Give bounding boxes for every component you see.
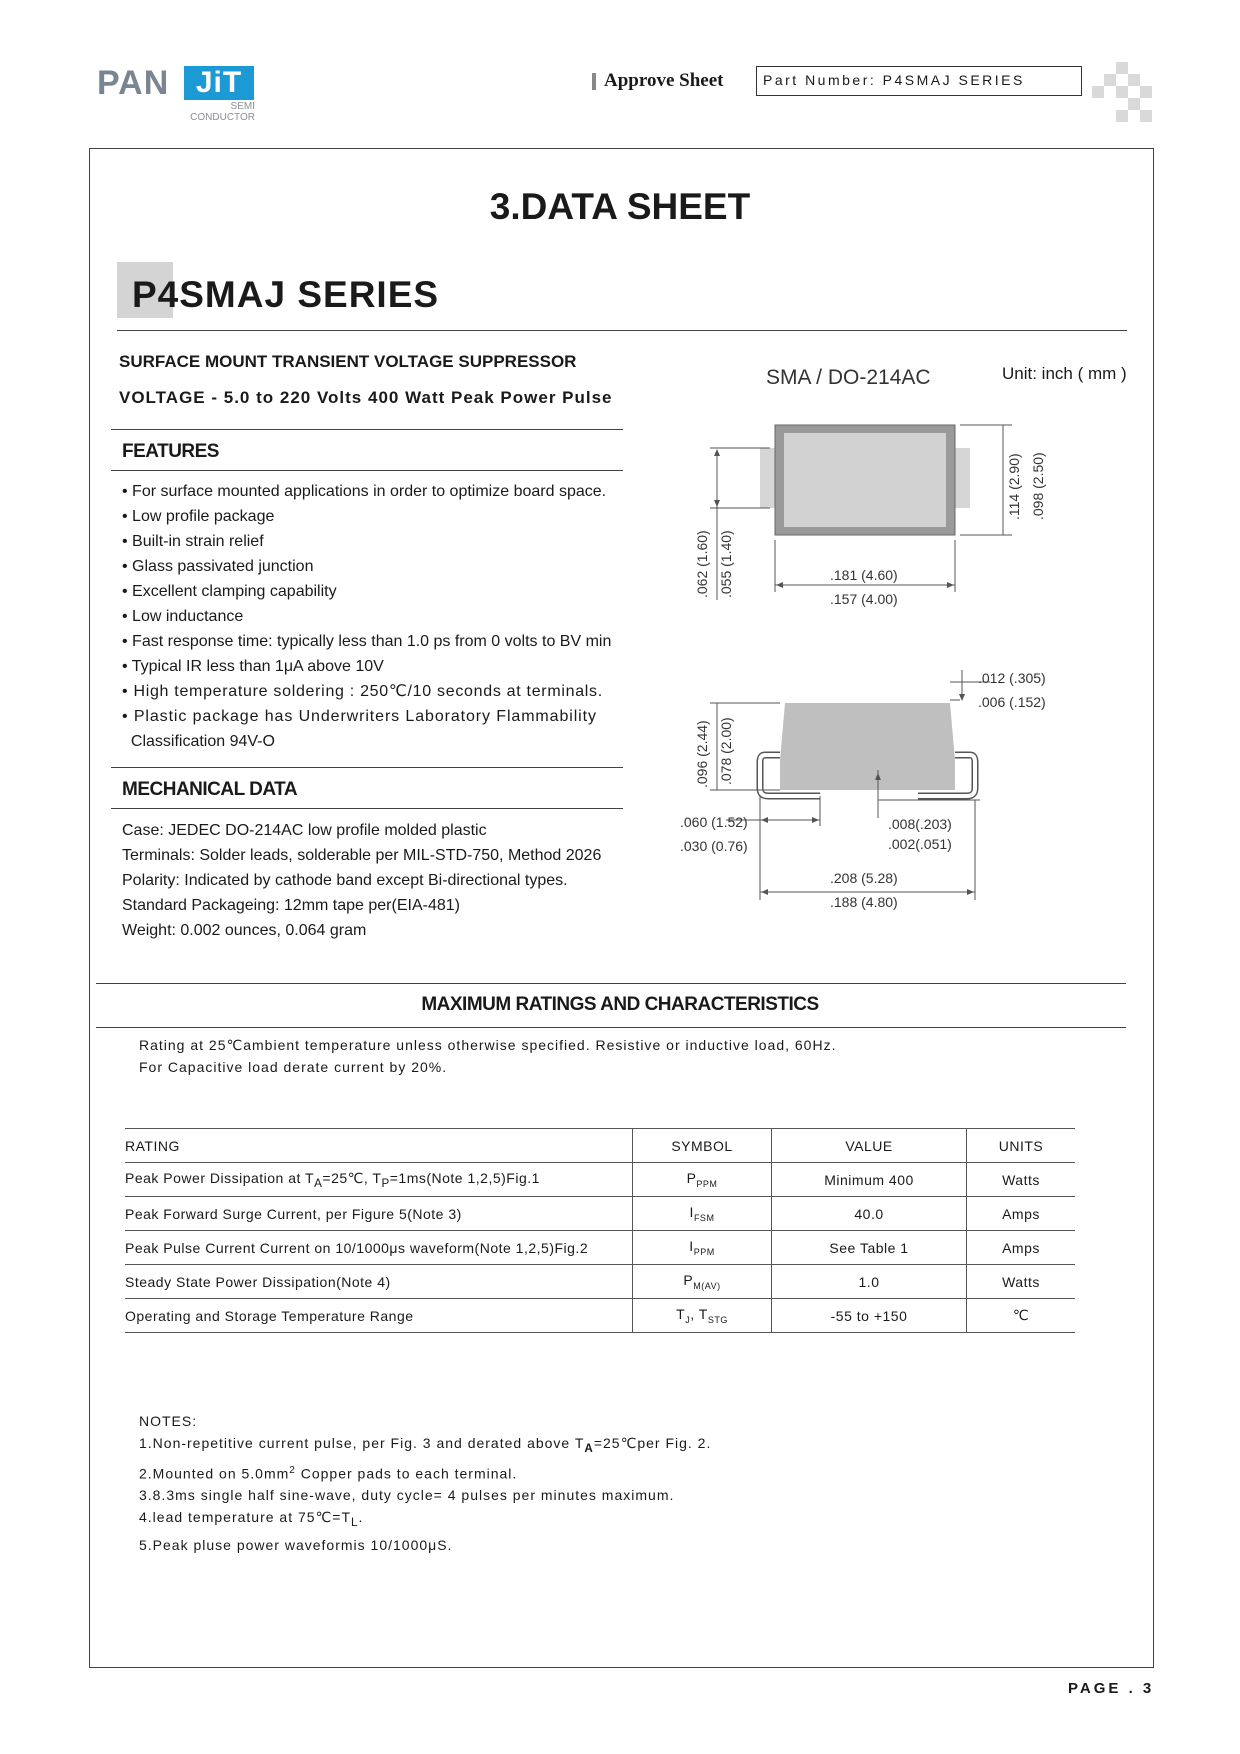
- feature-item: Classification 94V-O: [122, 733, 275, 750]
- features-title: FEATURES: [122, 441, 219, 462]
- value-cell: 40.0: [772, 1197, 967, 1231]
- table-row: [125, 1299, 1075, 1333]
- divider: [111, 429, 623, 430]
- header-value: VALUE: [772, 1129, 967, 1163]
- ratings-note: Rating at 25℃ambient temperature unless otherwise specified. Resistive or inductive load, 60Hz.: [139, 1037, 837, 1053]
- unit-label: Unit: inch ( mm ): [1002, 364, 1127, 383]
- logo-pan: PAN: [97, 64, 170, 102]
- table-row: [125, 1231, 1075, 1265]
- feature-item: • Low inductance: [122, 608, 244, 625]
- table-header-row: [125, 1129, 1075, 1163]
- table-row: [125, 1197, 1075, 1231]
- feature-item: • Fast response time: typically less than 1.0 ps from 0 volts to BV min: [122, 633, 612, 650]
- unit-cell: Amps: [967, 1231, 1076, 1265]
- ratings-note: For Capacitive load derate current by 20%.: [139, 1059, 448, 1075]
- mechanical-item: Standard Packageing: 12mm tape per(EIA-481): [122, 897, 460, 914]
- dim-label: .096 (2.44): [694, 720, 710, 788]
- divider: [111, 767, 623, 768]
- dim-label: .078 (2.00): [718, 717, 734, 785]
- dim-label: .055 (1.40): [718, 530, 734, 598]
- divider: [111, 470, 623, 471]
- dim-label: .098 (2.50): [1030, 452, 1046, 520]
- logo-sub-semi: SEMI: [230, 101, 255, 112]
- header-rating: RATING: [125, 1129, 633, 1163]
- symbol-cell: $P_{M(AV)}$: [633, 1265, 772, 1299]
- dim-label: .002(.051): [888, 836, 952, 852]
- unit-cell: ℃: [967, 1299, 1076, 1333]
- symbol-cell: $P_{PPM}$: [633, 1163, 772, 1197]
- top-body-inner: [784, 433, 946, 527]
- part-number-box: Part Number: P4SMAJ SERIES: [756, 66, 1082, 96]
- divider: [96, 1027, 1126, 1028]
- notes: [139, 1410, 711, 1556]
- logo-jit: JiT: [184, 66, 254, 100]
- divider: [117, 330, 1127, 331]
- rating-cell: Operating and Storage Temperature Range: [125, 1299, 633, 1333]
- mechanical-item: Weight: 0.002 ounces, 0.064 gram: [122, 922, 367, 939]
- table-row: [125, 1265, 1075, 1299]
- dim-label: .188 (4.80): [830, 894, 898, 910]
- dim-label: .062 (1.60): [694, 530, 710, 598]
- value-cell: -55 to +150: [772, 1299, 967, 1333]
- dim-label: .114 (2.90): [1006, 453, 1022, 520]
- ratings-title: MAXIMUM RATINGS AND CHARACTERISTICS: [421, 994, 819, 1015]
- dim-label: .208 (5.28): [830, 870, 898, 886]
- value-cell: See Table 1: [772, 1231, 967, 1265]
- unit-cell: Watts: [967, 1265, 1076, 1299]
- feature-item: • For surface mounted applications in order to optimize board space.: [122, 483, 607, 500]
- logo-subtitle: [185, 101, 255, 123]
- side-body: [780, 703, 955, 790]
- rating-cell: Peak Forward Surge Current, per Figure 5(Note 3): [125, 1197, 633, 1231]
- product-description: SURFACE MOUNT TRANSIENT VOLTAGE SUPPRESSOR: [119, 352, 577, 371]
- rating-cell: Steady State Power Dissipation(Note 4): [125, 1265, 633, 1299]
- symbol-cell: $T_J$, $T_{STG}$: [633, 1299, 772, 1333]
- feature-item: • Excellent clamping capability: [122, 583, 337, 600]
- package-name: SMA / DO-214AC: [766, 366, 931, 389]
- page-title: 3.DATA SHEET: [489, 186, 751, 227]
- notes-title: NOTES:: [139, 1413, 198, 1429]
- features-list: [122, 479, 632, 754]
- dim-label: .030 (0.76): [680, 838, 748, 854]
- logo-sub-conductor: CONDUCTOR: [190, 112, 255, 123]
- dim-label: .012 (.305): [978, 670, 1046, 686]
- feature-item: • High temperature soldering : 250℃/10 seconds at terminals.: [122, 683, 603, 700]
- dim-label: .008(.203): [888, 816, 952, 832]
- page-number: PAGE . 3: [1068, 1680, 1155, 1697]
- package-drawing: [660, 400, 1140, 920]
- divider: [96, 983, 1126, 984]
- note-item: 5.Peak pluse power waveformis 10/1000μS.: [139, 1537, 453, 1554]
- ratings-table: [125, 1128, 1075, 1333]
- dim-label: .181 (4.60): [830, 567, 898, 583]
- note-item: 4.lead temperature at $75℃=T_L$.: [139, 1509, 364, 1530]
- unit-cell: Amps: [967, 1197, 1076, 1231]
- unit-cell: Watts: [967, 1163, 1076, 1197]
- feature-item: • Built-in strain relief: [122, 533, 264, 550]
- mechanical-title: MECHANICAL DATA: [122, 779, 298, 800]
- mechanical-item: Polarity: Indicated by cathode band except Bi-directional types.: [122, 872, 568, 889]
- approve-marker: [592, 73, 596, 90]
- mechanical-list: [122, 818, 601, 943]
- header-units: UNITS: [967, 1129, 1076, 1163]
- note-item: 3.8.3ms single half sine-wave, duty cycle= 4 pulses per minutes maximum.: [139, 1487, 675, 1504]
- mechanical-item: Terminals: Solder leads, solderable per MIL-STD-750, Method 2026: [122, 847, 602, 864]
- series-title: P4SMAJ SERIES: [132, 274, 440, 315]
- feature-item: • Low profile package: [122, 508, 275, 525]
- dim-label: .060 (1.52): [680, 814, 748, 830]
- note-item: 1.Non-repetitive current pulse, per Fig. 3 and derated above $T_A=25℃per$ Fig. 2.: [139, 1435, 712, 1455]
- value-cell: Minimum 400: [772, 1163, 967, 1197]
- dim-label: .157 (4.00): [830, 591, 898, 607]
- note-item: 2.Mounted on $5.0mm^2$ Copper pads to each terminal.: [139, 1464, 518, 1482]
- approve-sheet-label: Approve Sheet: [604, 70, 724, 91]
- value-cell: 1.0: [772, 1265, 967, 1299]
- voltage-rating: VOLTAGE - 5.0 to 220 Volts 400 Watt Peak Power Pulse: [119, 388, 613, 407]
- divider: [111, 808, 623, 809]
- rating-cell: Peak Pulse Current Current on 10/1000μs waveform(Note 1,2,5)Fig.2: [125, 1231, 633, 1265]
- symbol-cell: $I_{FSM}$: [633, 1197, 772, 1231]
- rating-cell: Peak Power Dissipation at $T_A=25℃$, $T_P=1ms(Note$ 1,2,5)Fig.1: [125, 1163, 633, 1197]
- symbol-cell: $I_{PPM}$: [633, 1231, 772, 1265]
- mechanical-item: Case: JEDEC DO-214AC low profile molded plastic: [122, 822, 487, 839]
- dim-label: .006 (.152): [978, 694, 1046, 710]
- header-symbol: SYMBOL: [633, 1129, 772, 1163]
- table-row: [125, 1163, 1075, 1197]
- feature-item: • Glass passivated junction: [122, 558, 314, 575]
- feature-item: • Plastic package has Underwriters Laboratory Flammability: [122, 708, 597, 725]
- feature-item: • Typical IR less than 1μA above 10V: [122, 658, 384, 675]
